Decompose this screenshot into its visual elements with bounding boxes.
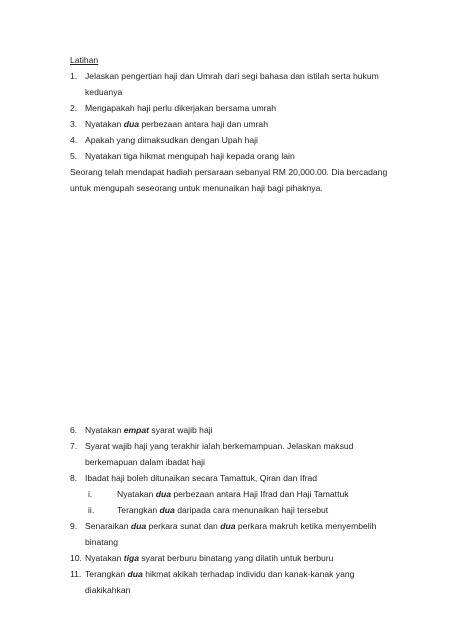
q6-number: 6. — [70, 425, 78, 435]
q7-text-cont: berkemapuan dalam ibadat haji — [85, 457, 205, 467]
q9-text-cont: binatang — [85, 537, 118, 547]
q11-emphasis: dua — [127, 569, 143, 579]
q11-text: Terangkan dua hikmat akikah terhadap individu dan kanak-kanak yang — [85, 569, 355, 579]
q10-number: 10. — [70, 553, 82, 563]
q4-number: 4. — [70, 135, 78, 145]
q1-number: 1. — [70, 71, 78, 81]
q8-sub-i-emphasis: dua — [155, 489, 171, 499]
q9-emphasis-1: dua — [130, 521, 147, 531]
q11-text-cont: diakikahkan — [85, 585, 131, 595]
q8-text: Ibadat haji boleh ditunaikan secara Tamattuk, Qiran dan Ifrad — [85, 473, 318, 483]
q9-text: Senaraikan dua perkara sunat dan dua perkara makruh ketika menyembelih — [85, 521, 377, 531]
q1-text-cont: keduanya — [85, 87, 123, 97]
q8-sub-ii-emphasis: dua — [159, 505, 175, 515]
q3-number: 3. — [70, 119, 78, 129]
q1-text: Jelaskan pengertian haji dan Umrah dari segi bahasa dan istilah serta hukum — [85, 71, 379, 81]
q3-emphasis: dua — [123, 119, 139, 129]
q4-text: Apakah yang dimaksudkan dengan Upah haji — [85, 135, 258, 145]
q3-text: Nyatakan dua perbezaan antara haji dan umrah — [85, 119, 268, 129]
q7-text: Syarat wajib haji yang terakhir ialah berkemampuan. Jelaskan maksud — [85, 441, 354, 451]
q11-number: 11. — [70, 569, 82, 579]
scenario-line-1: Seorang telah mendapat hadiah persaraan sebanyal RM 20,000.00. Dia bercadang — [70, 167, 388, 177]
scenario-line-2: untuk mengupah seseorang untuk menunaikan haji bagi pihaknya. — [70, 183, 323, 193]
q5-text: Nyatakan tiga hikmat mengupah haji kepada orang lain — [85, 151, 295, 161]
q2-number: 2. — [70, 103, 78, 113]
q8-sub-ii-number: ii. — [88, 505, 95, 515]
q8-sub-i-text: Nyatakan dua perbezaan antara Haji Ifrad dan Haji Tamattuk — [117, 489, 349, 499]
q5-number: 5. — [70, 151, 78, 161]
q2-text: Mengapakah haji perlu dikerjakan bersama umrah — [85, 103, 277, 113]
q8-sub-i-number: i. — [88, 489, 93, 499]
q8-sub-ii-text: Terangkan dua daripada cara menunaikan haji tersebut — [117, 505, 329, 515]
q9-emphasis-2: dua — [220, 521, 236, 531]
q7-number: 7. — [70, 441, 78, 451]
page-title: Latihan — [70, 55, 99, 65]
q8-number: 8. — [70, 473, 78, 483]
q10-emphasis: tiga — [123, 553, 139, 563]
q6-emphasis: empat — [123, 425, 150, 435]
q9-number: 9. — [70, 521, 78, 531]
q10-text: Nyatakan tiga syarat berburu binatang yang dilatih untuk berburu — [85, 553, 334, 563]
q6-text: Nyatakan empat syarat wajib haji — [85, 425, 213, 435]
